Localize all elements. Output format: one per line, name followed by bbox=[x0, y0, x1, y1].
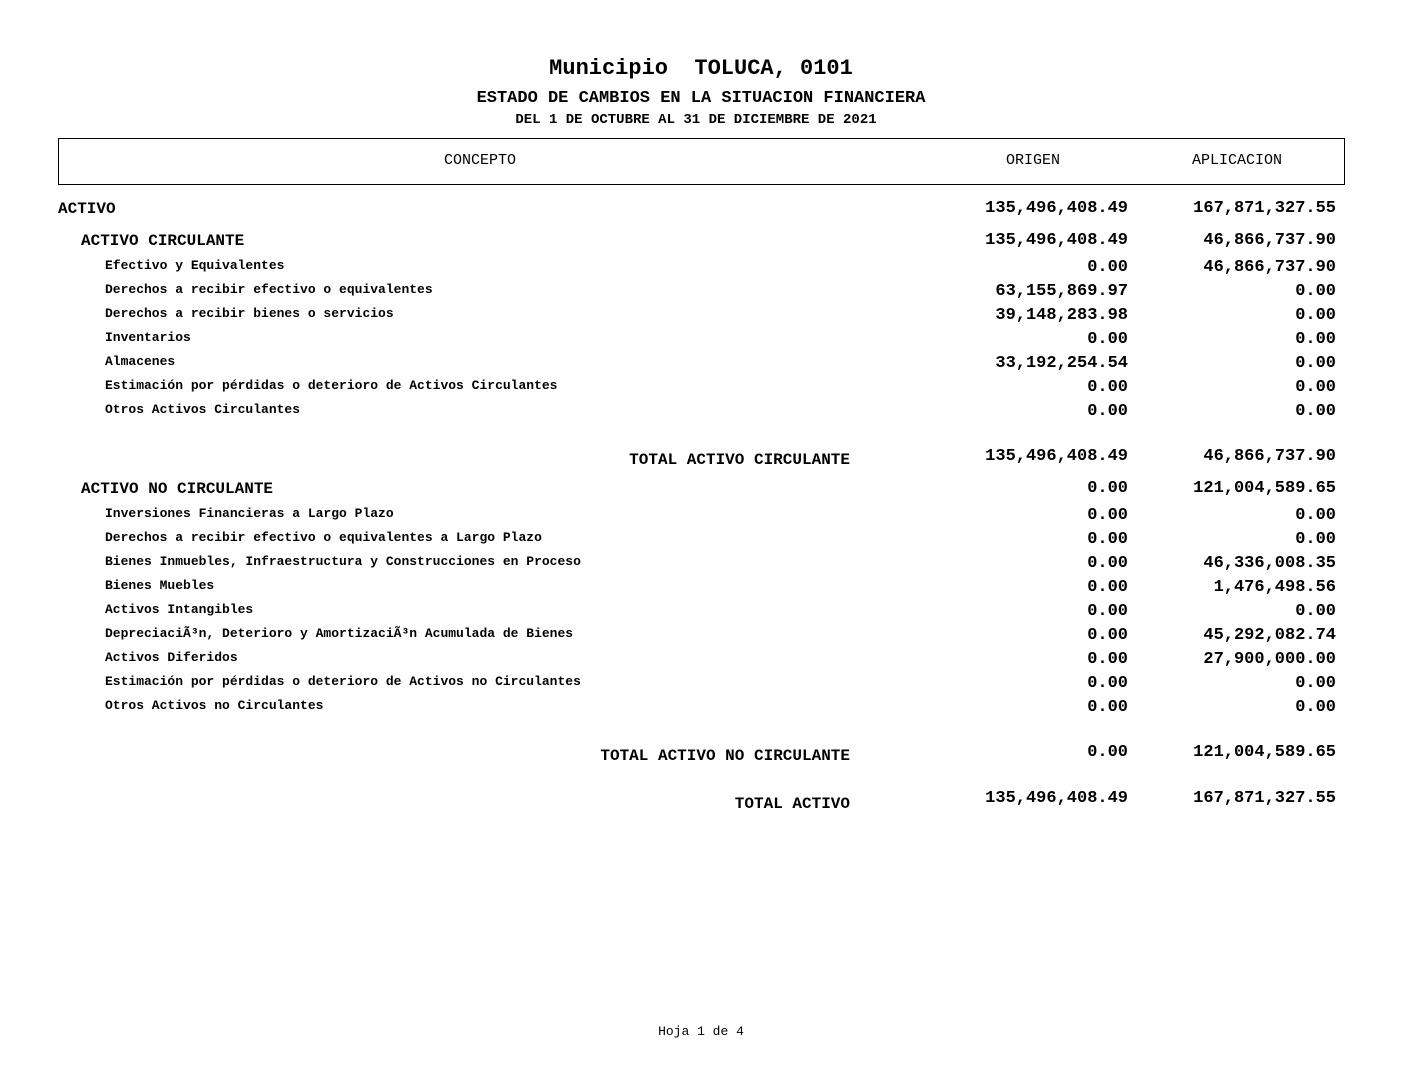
row-label-derechos-largo-plazo: Derechos a recibir efectivo o equivalentes a Largo Plazo bbox=[105, 530, 542, 545]
row-aplicacion-inversiones: 0.00 bbox=[1295, 506, 1336, 525]
total-aplicacion-activo-circulante: 46,866,737.90 bbox=[1203, 447, 1336, 466]
row-label-efectivo: Efectivo y Equivalentes bbox=[105, 258, 285, 273]
total-origen-activo-no-circulante: 0.00 bbox=[1087, 743, 1128, 762]
row-label-activo-no-circulante: ACTIVO NO CIRCULANTE bbox=[81, 480, 274, 498]
row-origen-derechos-largo-plazo: 0.00 bbox=[1087, 530, 1128, 549]
row-origen-depreciacion: 0.00 bbox=[1087, 626, 1128, 645]
row-label-otros-circulantes: Otros Activos Circulantes bbox=[105, 402, 301, 417]
column-header-concepto: CONCEPTO bbox=[444, 152, 517, 169]
row-origen-bienes-muebles: 0.00 bbox=[1087, 578, 1128, 597]
row-label-estimacion-no-circulantes: Estimación por pérdidas o deterioro de Activos no Circulantes bbox=[105, 674, 581, 689]
row-label-bienes-inmuebles: Bienes Inmuebles, Infraestructura y Construcciones en Proceso bbox=[105, 554, 581, 569]
report-subtitle: ESTADO DE CAMBIOS EN LA SITUACION FINANCIERA bbox=[476, 89, 926, 108]
row-aplicacion-diferidos: 27,900,000.00 bbox=[1203, 650, 1336, 669]
row-origen-inventarios: 0.00 bbox=[1087, 330, 1128, 349]
row-origen-activo: 135,496,408.49 bbox=[985, 199, 1128, 218]
row-label-otros-no-circulantes: Otros Activos no Circulantes bbox=[105, 698, 324, 713]
row-label-activo-circulante: ACTIVO CIRCULANTE bbox=[81, 232, 245, 250]
report-title: Municipio TOLUCA, 0101 bbox=[549, 56, 853, 81]
column-header-box bbox=[58, 138, 1345, 185]
row-origen-intangibles: 0.00 bbox=[1087, 602, 1128, 621]
row-label-depreciacion: DepreciaciÃ³n, Deterioro y AmortizaciÃ³n Acumulada de Bienes bbox=[105, 626, 574, 641]
row-label-diferidos: Activos Diferidos bbox=[105, 650, 238, 665]
row-origen-estimacion-no-circulantes: 0.00 bbox=[1087, 674, 1128, 693]
row-aplicacion-otros-no-circulantes: 0.00 bbox=[1295, 698, 1336, 717]
row-origen-inversiones: 0.00 bbox=[1087, 506, 1128, 525]
row-aplicacion-estimacion-no-circulantes: 0.00 bbox=[1295, 674, 1336, 693]
row-origen-efectivo: 0.00 bbox=[1087, 258, 1128, 277]
total-label-activo: TOTAL ACTIVO bbox=[734, 795, 850, 813]
row-aplicacion-almacenes: 0.00 bbox=[1295, 354, 1336, 373]
row-label-bienes-muebles: Bienes Muebles bbox=[105, 578, 215, 593]
page-number: Hoja 1 de 4 bbox=[658, 1024, 744, 1039]
row-aplicacion-depreciacion: 45,292,082.74 bbox=[1203, 626, 1336, 645]
total-label-activo-circulante: TOTAL ACTIVO CIRCULANTE bbox=[629, 451, 850, 469]
row-label-intangibles: Activos Intangibles bbox=[105, 602, 254, 617]
row-origen-derechos-efectivo: 63,155,869.97 bbox=[995, 282, 1128, 301]
row-origen-otros-circulantes: 0.00 bbox=[1087, 402, 1128, 421]
row-label-estimacion-circulantes: Estimación por pérdidas o deterioro de Activos Circulantes bbox=[105, 378, 558, 393]
row-label-activo: ACTIVO bbox=[58, 200, 116, 218]
row-label-derechos-efectivo: Derechos a recibir efectivo o equivalentes bbox=[105, 282, 433, 297]
total-label-activo-no-circulante: TOTAL ACTIVO NO CIRCULANTE bbox=[600, 747, 850, 765]
row-origen-almacenes: 33,192,254.54 bbox=[995, 354, 1128, 373]
row-aplicacion-activo-no-circulante: 121,004,589.65 bbox=[1193, 479, 1336, 498]
total-origen-activo: 135,496,408.49 bbox=[985, 789, 1128, 808]
row-aplicacion-intangibles: 0.00 bbox=[1295, 602, 1336, 621]
row-label-derechos-bienes: Derechos a recibir bienes o servicios bbox=[105, 306, 394, 321]
row-aplicacion-efectivo: 46,866,737.90 bbox=[1203, 258, 1336, 277]
row-origen-bienes-inmuebles: 0.00 bbox=[1087, 554, 1128, 573]
report-period: DEL 1 DE OCTUBRE AL 31 DE DICIEMBRE DE 2021 bbox=[515, 112, 877, 128]
row-aplicacion-estimacion-circulantes: 0.00 bbox=[1295, 378, 1336, 397]
row-aplicacion-derechos-efectivo: 0.00 bbox=[1295, 282, 1336, 301]
row-origen-otros-no-circulantes: 0.00 bbox=[1087, 698, 1128, 717]
row-aplicacion-otros-circulantes: 0.00 bbox=[1295, 402, 1336, 421]
row-origen-diferidos: 0.00 bbox=[1087, 650, 1128, 669]
column-header-origen: ORIGEN bbox=[1006, 152, 1061, 169]
column-header-aplicacion: APLICACION bbox=[1192, 152, 1283, 169]
row-origen-activo-circulante: 135,496,408.49 bbox=[985, 231, 1128, 250]
row-label-almacenes: Almacenes bbox=[105, 354, 176, 369]
row-origen-derechos-bienes: 39,148,283.98 bbox=[995, 306, 1128, 325]
row-aplicacion-activo: 167,871,327.55 bbox=[1193, 199, 1336, 218]
row-origen-estimacion-circulantes: 0.00 bbox=[1087, 378, 1128, 397]
row-aplicacion-inventarios: 0.00 bbox=[1295, 330, 1336, 349]
row-label-inversiones: Inversiones Financieras a Largo Plazo bbox=[105, 506, 394, 521]
total-aplicacion-activo-no-circulante: 121,004,589.65 bbox=[1193, 743, 1336, 762]
row-aplicacion-derechos-largo-plazo: 0.00 bbox=[1295, 530, 1336, 549]
row-aplicacion-bienes-inmuebles: 46,336,008.35 bbox=[1203, 554, 1336, 573]
row-aplicacion-bienes-muebles: 1,476,498.56 bbox=[1213, 578, 1336, 597]
row-origen-activo-no-circulante: 0.00 bbox=[1087, 479, 1128, 498]
row-aplicacion-derechos-bienes: 0.00 bbox=[1295, 306, 1336, 325]
row-label-inventarios: Inventarios bbox=[105, 330, 191, 345]
row-aplicacion-activo-circulante: 46,866,737.90 bbox=[1203, 231, 1336, 250]
total-aplicacion-activo: 167,871,327.55 bbox=[1193, 789, 1336, 808]
total-origen-activo-circulante: 135,496,408.49 bbox=[985, 447, 1128, 466]
